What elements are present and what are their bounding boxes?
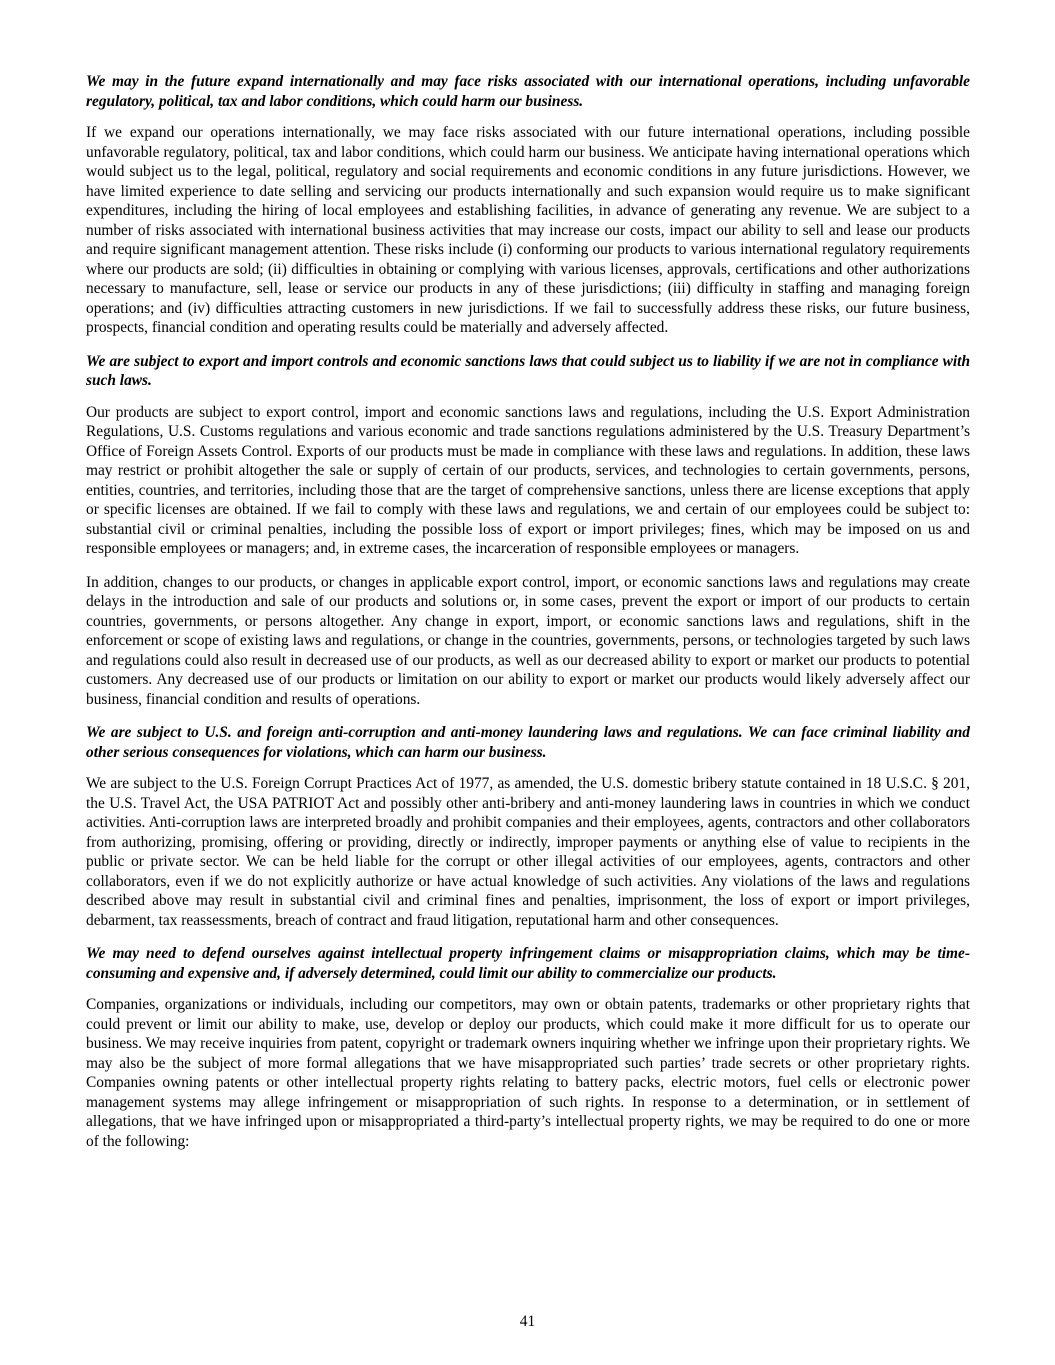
body-paragraph: Companies, organizations or individuals, including our competitors, may own or obtain patents, trademarks or other proprietary rights that could prevent or limit our ability to make, use, develop or deploy our products, which could make it more difficult for us to operate our business. We may receive inquiries from patent, copyright or trademark owners inquiring whether we infringe upon their proprietary rights. We may also be the subject of more formal allegations that we have misappropriated such parties’ trade secrets or other proprietary rights. Companies owning patents or other intellectual property rights relating to battery packs, electric motors, fuel cells or electronic power management systems may allege infringement or misappropriation of such rights. In response to a determination, or in settlement of allegations, that we have infringed upon or misappropriated a third-party’s intellectual property rights, we may be required to do one or more of the following: [86, 996, 970, 1150]
section-heading: We may need to defend ourselves against intellectual property infringement claims or misappropriation claims, which may be time-consuming and expensive and, if adversely determined, could limit our ability to commercialize our products. [86, 945, 970, 982]
body-paragraph: We are subject to the U.S. Foreign Corrupt Practices Act of 1977, as amended, the U.S. domestic bribery statute contained in 18 U.S.C. § 201, the U.S. Travel Act, the USA PATRIOT Act and possibly other anti-bribery and anti-money laundering laws in countries in which we conduct activities. Anti-corruption laws are interpreted broadly and prohibit companies and their employees, agents, contractors and other collaborators from authorizing, promising, offering or providing, directly or indirectly, improper payments or anything else of value to recipients in the public or private sector. We can be held liable for the corrupt or other illegal activities of our employees, agents, contractors and other collaborators, even if we do not explicitly authorize or have actual knowledge of such activities. Any violations of the laws and regulations described above may result in substantial civil and criminal fines and penalties, imprisonment, the loss of export or import privileges, debarment, tax reassessments, breach of contract and fraud litigation, reputational harm and other consequences. [86, 775, 970, 929]
page-number: 41 [519, 1313, 536, 1330]
section-international-expansion [86, 72, 970, 338]
section-export-controls [86, 352, 970, 710]
body-paragraph: In addition, changes to our products, or changes in applicable export control, import, or economic sanctions laws and regulations may create delays in the introduction and sale of our products and solutions or, in some cases, prevent the export or import of our products to certain countries, governments, or persons altogether. Any change in export, import, or economic sanctions laws and regulations, shift in the enforcement or scope of existing laws and regulations, or change in the countries, governments, persons, or technologies targeted by such laws and regulations could also result in decreased use of our products, as well as our decreased ability to export or market our products to potential customers. Any decreased use of our products or limitation on our ability to export or market our products would likely adversely affect our business, financial condition and results of operations. [86, 573, 970, 708]
section-anti-corruption [86, 723, 970, 930]
section-heading: We are subject to U.S. and foreign anti-corruption and anti-money laundering laws and regulations. We can face criminal liability and other serious consequences for violations, which can harm our business. [86, 724, 970, 761]
body-paragraph: If we expand our operations internationally, we may face risks associated with our future international operations, including possible unfavorable regulatory, political, tax and labor conditions, which could harm our business. We anticipate having international operations which would subject us to the legal, political, regulatory and social requirements and economic conditions in any future jurisdictions. However, we have limited experience to date selling and servicing our products internationally and such expansion would require us to make significant expenditures, including the hiring of local employees and establishing facilities, in advance of generating any revenue. We are subject to a number of risks associated with international business activities that may increase our costs, impact our ability to sell and lease our products and require significant management attention. These risks include (i) conforming our products to various international regulatory requirements where our products are sold; (ii) difficulties in obtaining or complying with various licenses, approvals, certifications and other authorizations necessary to manufacture, sell, lease or service our products in any of these jurisdictions; (iii) difficulty in staffing and managing foreign operations; and (iv) difficulties attracting customers in new jurisdictions. If we fail to successfully address these risks, our future business, prospects, financial condition and operating results could be materially and adversely affected. [86, 124, 970, 336]
body-paragraph: Our products are subject to export control, import and economic sanctions laws and regulations, including the U.S. Export Administration Regulations, U.S. Customs regulations and various economic and trade sanctions regulations administered by the U.S. Treasury Department’s Office of Foreign Assets Control. Exports of our products must be made in compliance with these laws and regulations. In addition, these laws may restrict or prohibit altogether the sale or supply of certain of our products, services, and technologies to certain governments, persons, entities, countries, and territories, including those that are the target of comprehensive sanctions, unless there are license exceptions that apply or specific licenses are obtained. If we fail to comply with these laws and regulations, we and certain of our employees could be subject to: substantial civil or criminal penalties, including the possible loss of export or import privileges; fines, which may be imposed on us and responsible employees or managers; and, in extreme cases, the incarceration of responsible employees or managers. [86, 403, 970, 557]
section-intellectual-property [86, 944, 970, 1151]
section-heading: We may in the future expand internationally and may face risks associated with our international operations, including unfavorable regulatory, political, tax and labor conditions, which could harm our business. [86, 73, 970, 110]
document-body [86, 72, 970, 1165]
section-heading: We are subject to export and import controls and economic sanctions laws that could subject us to liability if we are not in compliance with such laws. [86, 352, 970, 389]
